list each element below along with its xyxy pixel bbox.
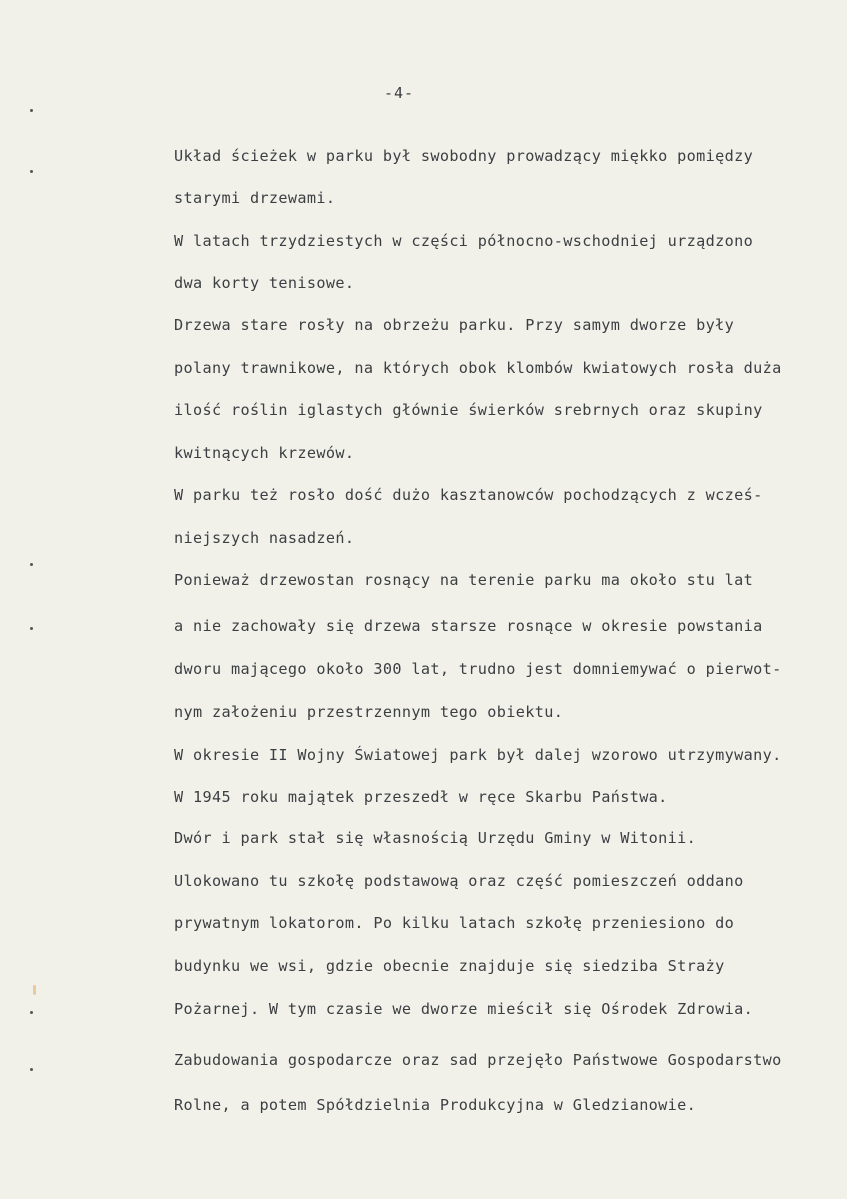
- paper-stain: [33, 985, 36, 995]
- text-line: W okresie II Wojny Światowej park był dalej wzorowo utrzymywany.: [174, 746, 782, 764]
- text-line: ilość roślin iglastych głównie świerków srebrnych oraz skupiny: [174, 401, 763, 419]
- text-line: a nie zachowały się drzewa starsze rosnące w okresie powstania: [174, 617, 763, 635]
- margin-mark: [30, 627, 33, 630]
- margin-mark: [30, 1068, 33, 1071]
- text-line: prywatnym lokatorom. Po kilku latach szkołę przeniesiono do: [174, 914, 735, 932]
- text-line: W parku też rosło dość dużo kasztanowców pochodzących z wcześ-: [174, 486, 763, 504]
- text-line: polany trawnikowe, na których obok klombów kwiatowych rosła duża: [174, 359, 782, 377]
- text-line: dworu mającego około 300 lat, trudno jest domniemywać o pierwot-: [174, 660, 782, 678]
- text-line: budynku we wsi, gdzie obecnie znajduje się siedziba Straży: [174, 957, 725, 975]
- text-line: W latach trzydziestych w części północno-wschodniej urządzono: [174, 232, 754, 250]
- text-line: Pożarnej. W tym czasie we dworze mieścił się Ośrodek Zdrowia.: [174, 1000, 754, 1018]
- text-line: kwitnących krzewów.: [174, 444, 355, 462]
- margin-mark: [30, 1011, 33, 1014]
- text-line: Ulokowano tu szkołę podstawową oraz część pomieszczeń oddano: [174, 872, 744, 890]
- text-line: niejszych nasadzeń.: [174, 529, 355, 547]
- text-line: Zabudowania gospodarcze oraz sad przejęło Państwowe Gospodarstwo: [174, 1051, 782, 1069]
- text-line: starymi drzewami.: [174, 189, 336, 207]
- text-line: nym założeniu przestrzennym tego obiektu.: [174, 703, 564, 721]
- text-line: dwa korty tenisowe.: [174, 274, 355, 292]
- text-line: Dwór i park stał się własnością Urzędu Gminy w Witonii.: [174, 829, 697, 847]
- text-line: Drzewa stare rosły na obrzeżu parku. Przy samym dworze były: [174, 316, 735, 334]
- margin-mark: [30, 563, 33, 566]
- margin-mark: [30, 109, 33, 112]
- text-line: Układ ścieżek w parku był swobodny prowadzący miękko pomiędzy: [174, 147, 754, 165]
- text-line: W 1945 roku majątek przeszedł w ręce Skarbu Państwa.: [174, 788, 668, 806]
- text-line: Ponieważ drzewostan rosnący na terenie parku ma około stu lat: [174, 571, 754, 589]
- margin-mark: [30, 170, 33, 173]
- page-number: -4-: [384, 84, 415, 102]
- text-line: Rolne, a potem Spółdzielnia Produkcyjna w Gledzianowie.: [174, 1096, 697, 1114]
